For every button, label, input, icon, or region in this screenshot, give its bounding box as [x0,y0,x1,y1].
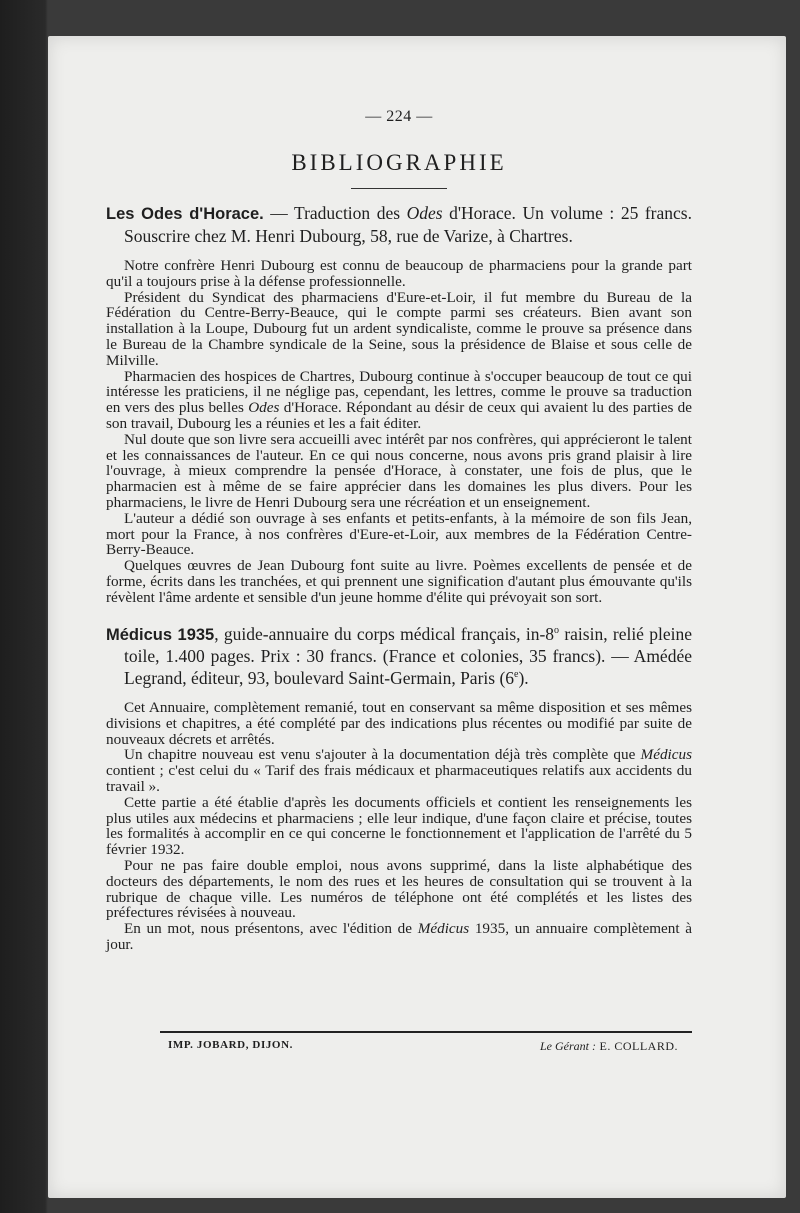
entry-odes-horace [106,203,692,606]
manager-label: Le Gérant : [540,1039,596,1053]
paragraph-italic: Odes [248,399,280,417]
paragraph-text: contient ; c'est celui du « Tarif des frais médicaux et pharmaceutiques relatifs aux accidents du travail ». [106,762,692,796]
paragraph-text: Un chapitre nouveau est venu s'ajouter à la documentation déjà très complète que [124,746,641,764]
paragraph-text: 1935, un annuaire complètement à jour. [106,920,692,953]
paragraph-text: En un mot, nous présentons, avec l'édition de [124,920,418,938]
page-content [106,60,692,971]
entry-medicus-1935 [106,624,692,953]
paragraph-text: Pharmacien des hospices de Chartres, Dubourg continue à s'occuper beaucoup de tout ce qui intéresse les praticiens, il ne néglige pas, cependant, les lettres, comme le prouve sa traduction en vers des plus belles [106,367,692,417]
manager-credit [540,1039,678,1054]
paragraph-italic: Médicus [417,920,470,938]
paragraph: L'auteur a dédié son ouvrage à ses enfants et petits-enfants, à la mémoire de son fils Jean, mort pour la France, à nos confrères d'Eure-et-Loir, aux membres de la Fédération Centre-Berry-Beauce. [106,509,692,559]
section-title: BIBLIOGRAPHIE [291,150,507,175]
entry-heading-text: d'Horace. Un volume : 25 francs. Souscrire chez M. Henri Dubourg, 58, rue de Varize, à Chartres. [124,203,692,246]
superscript: e [514,668,519,680]
entry-title: Médicus 1935 [106,625,215,644]
entry-heading-text: ). [518,667,529,688]
entry-heading [106,624,692,690]
paragraph: Quelques œuvres de Jean Dubourg font suite au livre. Poèmes excellents de pensée et de forme, écrits dans les tranchées, et qui prennent une signification d'autant plus émouvante qu'ils révèlent l'âme ardente et sensible d'un jeune homme d'élite qui prévoyait son sort. [106,557,692,606]
title-underline [351,188,447,189]
entry-title: Les Odes d'Horace. [106,205,264,223]
page-footer [168,1039,678,1054]
paragraph [106,921,692,953]
paragraph-italic: Médicus [640,746,692,764]
paragraph [106,369,692,432]
paragraph: Nul doute que son livre sera accueilli avec intérêt par nos confrères, qui apprécieront le talent et les connaissances de l'auteur. En ce qui nous concerne, nous avons pris grand plaisir à lire l'ouvrage, à mieux comprendre la pensée d'Horace, à constater, une fois de plus, que le pharmacien est à même de se faire apprécier dans les domaines les plus divers. Pour les pharmaciens, le livre de Henri Dubourg sera une récréation et un enseignement. [106,430,692,511]
superscript: o [554,624,560,636]
paragraph: Notre confrère Henri Dubourg est connu de beaucoup de pharmaciens pour la grande part qu'il a toujours prise à la défense professionnelle. [106,257,692,290]
entry-heading-italic: Odes [406,203,443,223]
paragraph-text: d'Horace. Répondant au désir de ceux qui avaient lu des parties de son travail, Dubourg les a réunies et les a fait éditer. [106,399,693,432]
page-number: — 224 — [365,108,433,125]
paragraph: Pour ne pas faire double emploi, nous avons supprimé, dans la liste alphabétique des docteurs des départements, le nom des rues et les heures de consultation qui se trouvent à la rubrique de chaque ville. Les numéros de téléphone ont été complétés et les listes des préfectures révisées à nouveau. [106,857,692,922]
paragraph: Cette partie a été établie d'après les documents officiels et contient les renseignements les plus utiles aux médecins et pharmaciens ; elle leur indique, d'une façon claire et précise, toutes les formalités à accomplir en ce qui concerne le fonctionnement et l'application de l'arrêté du 5 février 1932. [106,793,692,859]
entry-heading-text: raisin, relié pleine toile, 1.400 pages. Prix : 30 francs. (France et colonies, 35 francs). — Amédée Legrand, éditeur, 93, boulevard Saint-Germain, Paris (6 [124,623,692,688]
printer-imprint: IMP. JOBARD, DIJON. [168,1039,293,1051]
manager-name: E. COLLARD. [596,1039,678,1053]
footer-rule [160,1031,692,1033]
entry-heading [106,203,692,247]
entry-heading-text: , guide-annuaire du corps médical français, in-8 [214,623,555,644]
entry-heading-text: — Traduction des [263,203,407,223]
paragraph: Cet Annuaire, complètement remanié, tout en conservant sa même disposition et ses mêmes divisions et chapitres, a été complété par des indications plus récentes ou modifié par suite de nouveaux décrets et arrêtés. [106,699,692,748]
paragraph [106,747,692,794]
paragraph: Président du Syndicat des pharmaciens d'Eure-et-Loir, il fut membre du Bureau de la Fédération du Centre-Berry-Beauce, qui le compte parmi ses créateurs. Bien avant son installation à la Loupe, Dubourg fut un ardent syndicaliste, comme le prouve sa présence dans le Bureau de la Chambre syndicale de la Seine, sous la présidence de Blaise et sous celle de Milville. [106,288,692,369]
